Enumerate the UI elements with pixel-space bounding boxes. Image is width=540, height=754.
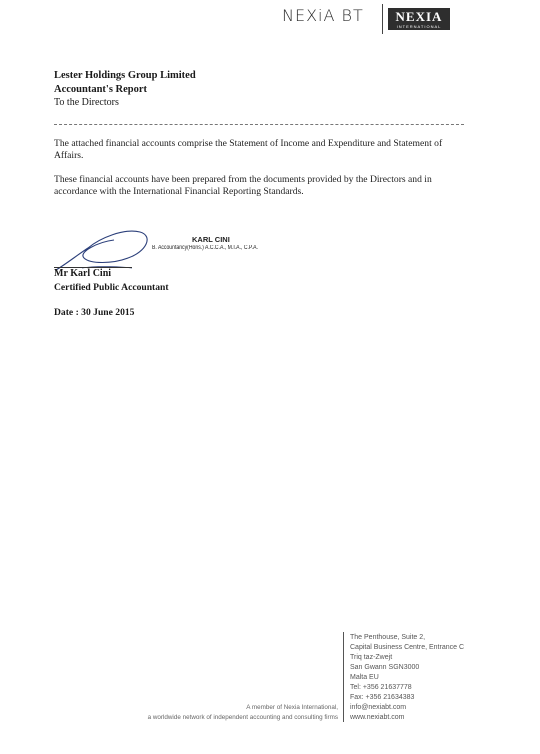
heading-divider (54, 124, 464, 125)
paragraph-statements: The attached financial accounts comprise the Statement of Income and Expenditure and Statement of Affairs. (54, 138, 443, 161)
office-address (350, 633, 464, 703)
address-line: San Gwann SGN3000 (350, 664, 420, 671)
logo-sub-text: INTERNATIONAL (396, 24, 442, 29)
network-line-1: A member of Nexia International, (246, 704, 338, 711)
nexia-logo (388, 8, 450, 30)
address-line: Capital Business Centre, Entrance C (350, 644, 464, 651)
website-link[interactable]: www.nexiabt.com (350, 714, 405, 721)
phone-line: Tel: +356 21637778 (350, 684, 412, 691)
stamp-qualifications: B. Accountancy(Hons.) A.C.C.A., M.I.A., C.P.A. (152, 245, 258, 251)
stamp-name: KARL CINI (192, 235, 230, 244)
signer-name: Mr Karl Cini (54, 268, 112, 279)
paragraph-preparation: These financial accounts have been prepared from the documents provided by the Directors and in accordance with the International Financial Reporting Standards. (54, 174, 432, 197)
brand-name: NEXiA BT (282, 6, 364, 25)
report-title: Accountant's Report (54, 84, 148, 95)
address-line: Malta EU (350, 674, 379, 681)
fax-line: Fax: +356 21634383 (350, 694, 415, 701)
address-line: The Penthouse, Suite 2, (350, 634, 426, 641)
signer-title: Certified Public Accountant (54, 282, 169, 293)
email-link[interactable]: info@nexiabt.com (350, 704, 407, 711)
recipient-line: To the Directors (54, 97, 119, 108)
footer-divider (343, 632, 344, 722)
network-statement (110, 703, 338, 723)
logo-main-text: NEXIA (395, 9, 443, 24)
address-line: Triq taz-Zwejt (350, 654, 393, 661)
network-line-2: a worldwide network of independent accounting and consulting firms (147, 714, 338, 721)
header-divider (382, 4, 383, 34)
company-name: Lester Holdings Group Limited (54, 70, 196, 81)
report-date: Date : 30 June 2015 (54, 307, 135, 318)
contact-block (350, 703, 406, 723)
